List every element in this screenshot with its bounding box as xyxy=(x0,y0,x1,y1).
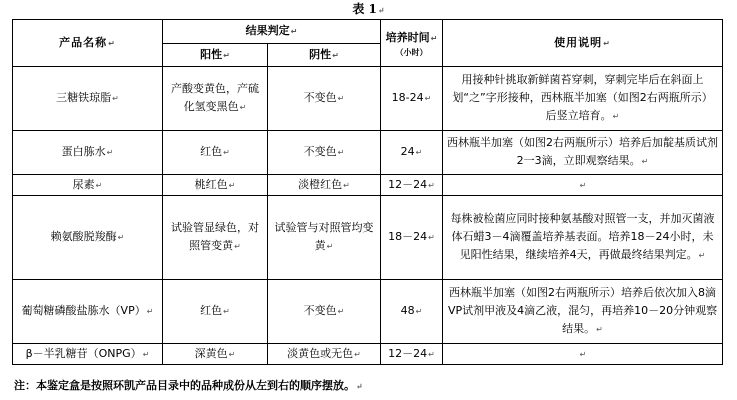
table-row xyxy=(13,196,723,280)
row-negative-result: 不变色↵ xyxy=(268,280,381,344)
row-product-name: 尿素↵ xyxy=(13,175,163,196)
table-row xyxy=(13,344,723,365)
row-incubation-time: 12－24↵ xyxy=(381,175,443,196)
header-incubation-unit: （小时） xyxy=(395,47,428,57)
row-incubation-time: 48↵ xyxy=(381,280,443,344)
table-row xyxy=(13,280,723,344)
table-row xyxy=(13,131,723,175)
row-usage: 用接种针挑取新鲜菌苔穿刺，穿刺完毕后在斜面上划“之”字形接种，西林瓶半加塞（如图2右两瓶所示）后竖立培育。↵ xyxy=(443,67,723,131)
header-product-name: 产品名称↵ xyxy=(13,20,163,67)
header-incubation-time: 培养时间↵ （小时） xyxy=(381,20,443,67)
row-negative-result: 淡黄色或无色↵ xyxy=(268,344,381,365)
row-incubation-time: 12－24↵ xyxy=(381,344,443,365)
table-row xyxy=(13,175,723,196)
row-incubation-time: 18－24↵ xyxy=(381,196,443,280)
row-negative-result: 不变色↵ xyxy=(268,67,381,131)
table-row xyxy=(13,67,723,131)
row-product-name: β－半乳糖苷（ONPG）↵ xyxy=(13,344,163,365)
row-product-name: 赖氨酸脱羧酶↵ xyxy=(13,196,163,280)
identification-table xyxy=(12,19,723,365)
row-usage: 西林瓶半加塞（如图2右两瓶所示）培养后依次加入8滴VP试剂甲液及4滴乙液，混匀，再培养10－20分钟观察结果。↵ xyxy=(443,280,723,344)
row-usage: ↵ xyxy=(443,344,723,365)
row-negative-result: 不变色↵ xyxy=(268,131,381,175)
row-negative-result: 淡橙红色↵ xyxy=(268,175,381,196)
row-usage: 西林瓶半加塞（如图2右两瓶所示）培养后加靛基质试剂2一3滴，立即观察结果。↵ xyxy=(443,131,723,175)
header-negative: 阴性↵ xyxy=(268,44,381,67)
row-positive-result: 试验管显绿色，对照管变黄↵ xyxy=(163,196,268,280)
row-usage: 每株被检菌应同时接种氨基酸对照管一支，并加灭菌液体石蜡3－4滴覆盖培养基表面。培养18－24小时，未见阳性结果，继续培养4天，再做最终结果判定。↵ xyxy=(443,196,723,280)
header-positive: 阳性↵ xyxy=(163,44,268,67)
table-note: 注：本鉴定盒是按照环凯产品目录中的品种成份从左到右的顺序摆放。↵ xyxy=(14,379,363,392)
row-product-name: 葡萄糖磷酸盐胨水（VP）↵ xyxy=(13,280,163,344)
row-product-name: 三糖铁琼脂↵ xyxy=(13,67,163,131)
row-incubation-time: 18-24↵ xyxy=(381,67,443,131)
header-result-judgement: 结果判定↵ xyxy=(163,20,381,44)
row-usage: ↵ xyxy=(443,175,723,196)
row-positive-result: 桃红色↵ xyxy=(163,175,268,196)
table-title: 表 1↵ xyxy=(352,2,385,16)
row-positive-result: 深黄色↵ xyxy=(163,344,268,365)
row-positive-result: 红色↵ xyxy=(163,131,268,175)
header-usage: 使用说明↵ xyxy=(443,20,723,67)
row-product-name: 蛋白胨水↵ xyxy=(13,131,163,175)
row-negative-result: 试验管与对照管均变黄↵ xyxy=(268,196,381,280)
row-positive-result: 产酸变黄色，产硫化氢变黑色↵ xyxy=(163,67,268,131)
row-incubation-time: 24↵ xyxy=(381,131,443,175)
row-positive-result: 红色↵ xyxy=(163,280,268,344)
